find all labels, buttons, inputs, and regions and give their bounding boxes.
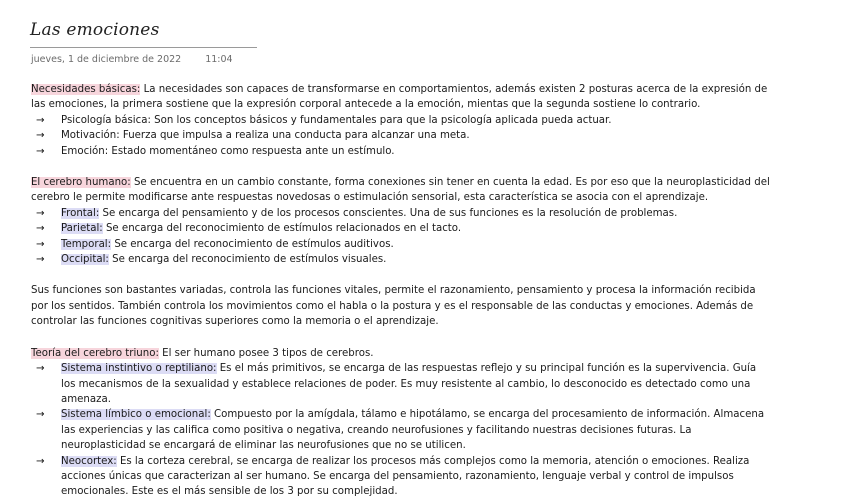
note-timestamp [31, 54, 233, 65]
list-item[interactable] [31, 128, 773, 143]
term-frontal: Frontal: [61, 207, 100, 219]
list-item-text: Se encarga del reconocimiento de estímulos relacionados en el tacto. [102, 223, 462, 235]
list-item-text: Emoción: Estado momentáneo como respuesta ante un estímulo. [61, 145, 395, 157]
arrow-icon: → [36, 238, 45, 250]
term-occipital: Occipital: [61, 254, 109, 266]
note-date: jueves, 1 de diciembre de 2022 [31, 54, 182, 65]
list-item[interactable] [31, 252, 773, 267]
list-item-text: Motivación: Fuerza que impulsa a realiza una conducta para alcanzar una meta. [61, 130, 470, 142]
paragraph-triuno[interactable] [31, 346, 773, 361]
heading-cerebro: El cerebro humano: [31, 177, 131, 189]
arrow-icon: → [36, 223, 45, 235]
arrow-icon: → [36, 130, 45, 142]
arrow-icon: → [36, 455, 45, 467]
list-item[interactable] [31, 221, 773, 236]
spacer [31, 330, 773, 346]
list-item-text: Compuesto por la amígdala, tálamo e hipotálamo, se encarga del procesamiento de información. Almacena las experiencias y las califica como positiva o negativa, creando neurofusiones y facilitando nuestras decisiones futuras. La neuroplasticidad se encargará de eliminar las neurofusiones que no se utilicen. [61, 409, 765, 452]
list-item-text: Es la corteza cerebral, se encarga de realizar los procesos más complejos como la memoria, atención o emociones. Realiza acciones únicas que caracterizan al ser humano. Se encarga del pensamiento, razonamiento, lenguaje verbal y control de impulsos emocionales. Este es el más sensible de los 3 por su complejidad. [61, 455, 750, 498]
note-body[interactable] [31, 82, 773, 500]
spacer [31, 267, 773, 283]
list-item[interactable] [31, 454, 773, 500]
list-item-text: Se encarga del pensamiento y de los procesos conscientes. Una de sus funciones es la resolución de problemas. [99, 207, 678, 219]
list-item-text: Se encarga del reconocimiento de estímulos visuales. [108, 254, 387, 266]
page-title[interactable]: Las emociones [30, 20, 160, 40]
list-item-text: Se encarga del reconocimiento de estímulos auditivos. [111, 238, 394, 250]
list-item[interactable] [31, 361, 773, 407]
list-item-text: Psicología básica: Son los conceptos básicos y fundamentales para que la psicología aplicada pueda actuar. [61, 114, 612, 126]
term-limbico: Sistema límbico o emocional: [61, 409, 211, 421]
list-item[interactable] [31, 144, 773, 159]
arrow-icon: → [36, 254, 45, 266]
list-item[interactable] [31, 237, 773, 252]
arrow-icon: → [36, 363, 45, 375]
term-temporal: Temporal: [61, 238, 112, 250]
heading-triuno: Teoría del cerebro triuno: [31, 347, 159, 359]
arrow-icon: → [36, 114, 45, 126]
paragraph-necesidades[interactable] [31, 82, 773, 113]
term-parietal: Parietal: [61, 223, 103, 235]
text-triuno: El ser humano posee 3 tipos de cerebros. [158, 347, 374, 359]
list-item[interactable] [31, 113, 773, 128]
paragraph-cerebro[interactable] [31, 175, 773, 206]
text-cerebro: Se encuentra en un cambio constante, forma conexiones sin tener en cuenta la edad. Es por eso que la neuroplasticidad del cerebro le permite modificarse ante respuestas novedosas o estimulación sensorial, esta característica se asocia con el aprendizaje. [31, 177, 770, 204]
list-item[interactable] [31, 407, 773, 453]
text-necesidades: La necesidades son capaces de transformarse en comportamientos, además existen 2 posturas acerca de la expresión de las emociones, la primera sostiene que la expresión corporal antecede a la emoción, mientas que la segunda sostiene lo contrario. [31, 84, 768, 111]
heading-necesidades: Necesidades básicas: [31, 84, 141, 95]
list-item-text: Es el más primitivos, se encarga de las respuestas reflejo y su principal función es la supervivencia. Guía los mecanismos de la sexualidad y establece relaciones de poder. Es muy resistente al cambio, lo desconocido es detectado como una amenaza. [61, 363, 757, 405]
note-time: 11:04 [205, 54, 233, 65]
spacer [31, 159, 773, 175]
term-neocortex: Neocortex: [61, 455, 117, 467]
arrow-icon: → [36, 207, 45, 219]
paragraph-funciones[interactable]: Sus funciones son bastantes variadas, controla las funciones vitales, permite el razonamiento, pensamiento y procesa la información recibida por los sentidos. También controla los movimientos como el habla o la postura y es el responsable de las conductas y emociones. Además de controlar las funciones cognitivas superiores como la memoria o el aprendizaje. [31, 285, 756, 328]
title-underline [30, 47, 257, 48]
arrow-icon: → [36, 409, 45, 421]
arrow-icon: → [36, 145, 45, 157]
term-reptiliano: Sistema instintivo o reptiliano: [61, 363, 217, 375]
list-item[interactable] [31, 206, 773, 221]
